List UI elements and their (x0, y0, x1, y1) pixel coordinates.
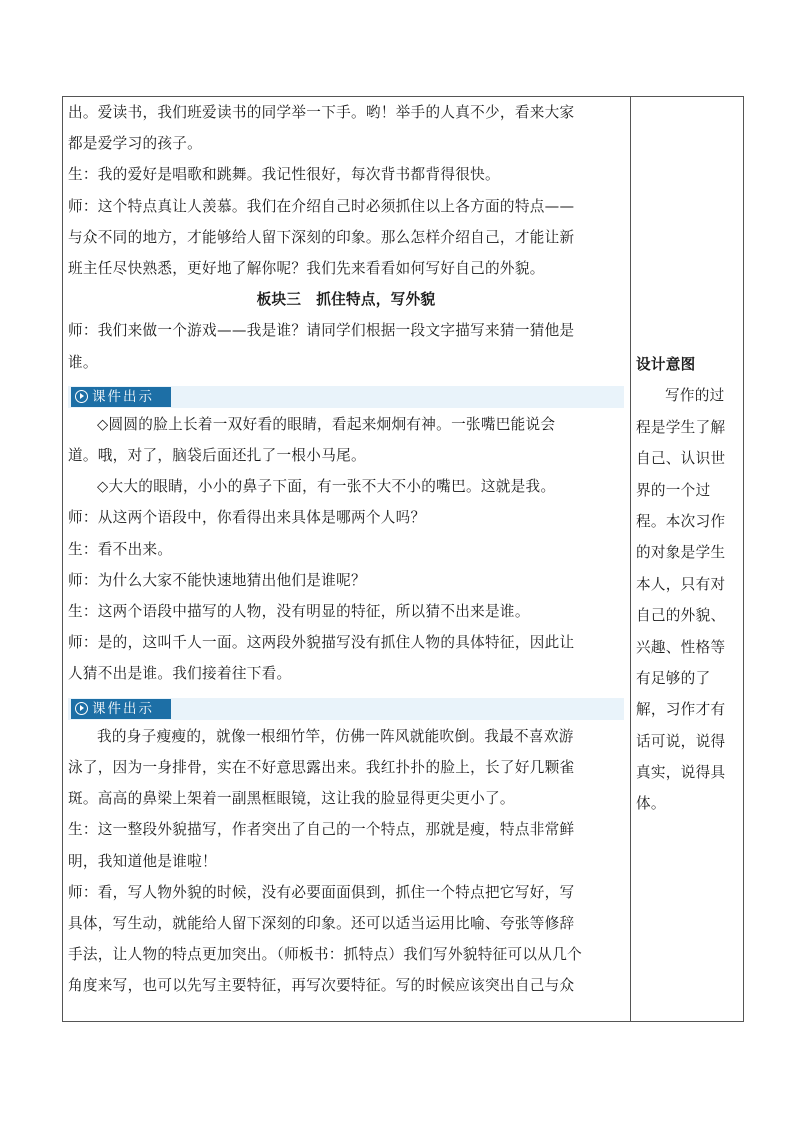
teaching-process-column (68, 97, 624, 1021)
side-line: 自己的外貌、 (636, 607, 726, 625)
text-line: 师：从这两个语段中，你看得出来具体是哪两个人吗？ (68, 509, 426, 527)
text-line: ◇圆圆的脸上长着一双好看的眼睛，看起来炯炯有神。一张嘴巴能说会 (97, 415, 556, 433)
text-line: 生：这两个语段中描写的人物，没有明显的特征，所以猜不出来是谁。 (68, 603, 530, 620)
design-intent-title: 设计意图 (636, 356, 696, 373)
text-line: 班主任尽快熟悉，更好地了解你呢？我们先来看看如何写好自己的外貌。 (68, 259, 545, 277)
text-line: 泳了，因为一身排骨，实在不好意思露出来。我红扑扑的脸上，长了好几颗雀 (68, 758, 575, 776)
text-line: 与众不同的地方，才能够给人留下深刻的印象。那么怎样介绍自己，才能让新 (68, 228, 575, 246)
text-line: 道。哦，对了，脑袋后面还扎了一根小马尾。 (68, 447, 366, 465)
text-line: 师：为什么大家不能快速地猜出他们是谁呢？ (68, 571, 366, 589)
side-line: 程。本次习作 (636, 512, 726, 530)
courseware-tag: 课件出示 (71, 699, 171, 719)
courseware-tag: 课件出示 (71, 387, 171, 407)
text-line: 生：看不出来。 (68, 540, 173, 558)
text-line: 生：这一整段外貌描写，作者突出了自己的一个特点，那就是瘦，特点非常鲜 (68, 821, 575, 839)
side-line: 界的一个过 (636, 481, 711, 499)
side-line: 解，习作才有 (636, 701, 726, 719)
text-line: 师：我们来做一个游戏——我是谁？请同学们根据一段文字描写来猜一猜他是 (68, 322, 575, 340)
side-spacer (636, 97, 740, 349)
side-line: 话可说，说得 (636, 732, 726, 750)
text-line: 师：看，写人物外貌的时候，没有必要面面俱到，抓住一个特点把它写好，写 (68, 883, 575, 901)
side-line: 程是学生了解 (636, 418, 726, 436)
text-line: 出。爱读书，我们班爱读书的同学举一下手。哟！举手的人真不少，看来大家 (68, 104, 575, 121)
text-line: 师：是的，这叫千人一面。这两段外貌描写没有抓住人物的具体特征，因此让 (68, 634, 575, 652)
side-line: 自己、认识世 (636, 450, 726, 468)
text-line: 谁。 (68, 353, 98, 371)
text-line: 手法，让人物的特点更加突出。（师板书：抓特点）我们写外貌特征可以从几个 (68, 946, 582, 964)
text-line: 生：我的爱好是唱歌和跳舞。我记性很好，每次背书都背得很快。 (68, 166, 500, 184)
side-line: 体。 (636, 795, 666, 813)
text-line: 斑。高高的鼻梁上架着一副黑框眼镜，这让我的脸显得更尖更小了。 (68, 790, 515, 808)
design-intent-column (636, 97, 740, 1021)
text-line: 角度来写，也可以先写主要特征，再写次要特征。写的时候应该突出自己与众 (68, 977, 575, 995)
courseware-banner (68, 378, 624, 409)
side-line: 真实，说得具 (636, 764, 726, 782)
text-line: 我的身子瘦瘦的，就像一根细竹竿，仿佛一阵风就能吹倒。我最不喜欢游 (97, 727, 574, 745)
column-divider (630, 96, 631, 1022)
play-icon (75, 390, 88, 403)
text-line: ◇大大的眼睛，小小的鼻子下面，有一张不大不小的嘴巴。这就是我。 (97, 478, 556, 496)
side-line: 有足够的了 (636, 669, 711, 687)
side-line: 本人，只有对 (636, 575, 726, 593)
text-line: 师：这个特点真让人羡慕。我们在介绍自己时必须抓住以上各方面的特点—— (68, 197, 575, 215)
text-line: 具体，写生动，就能给人留下深刻的印象。还可以适当运用比喻、夸张等修辞 (68, 914, 575, 932)
text-line: 人猜不出是谁。我们接着往下看。 (68, 665, 292, 683)
play-icon (75, 702, 88, 715)
courseware-banner (68, 690, 624, 721)
text-line: 明，我知道他是谁啦！ (68, 852, 217, 870)
text-line: 都是爱学习的孩子。 (68, 135, 203, 153)
side-line: 兴趣、性格等 (636, 638, 726, 656)
side-line: 的对象是学生 (636, 544, 726, 562)
section-heading: 板块三 抓住特点，写外貌 (256, 291, 436, 309)
side-line: 写作的过 (665, 387, 725, 405)
